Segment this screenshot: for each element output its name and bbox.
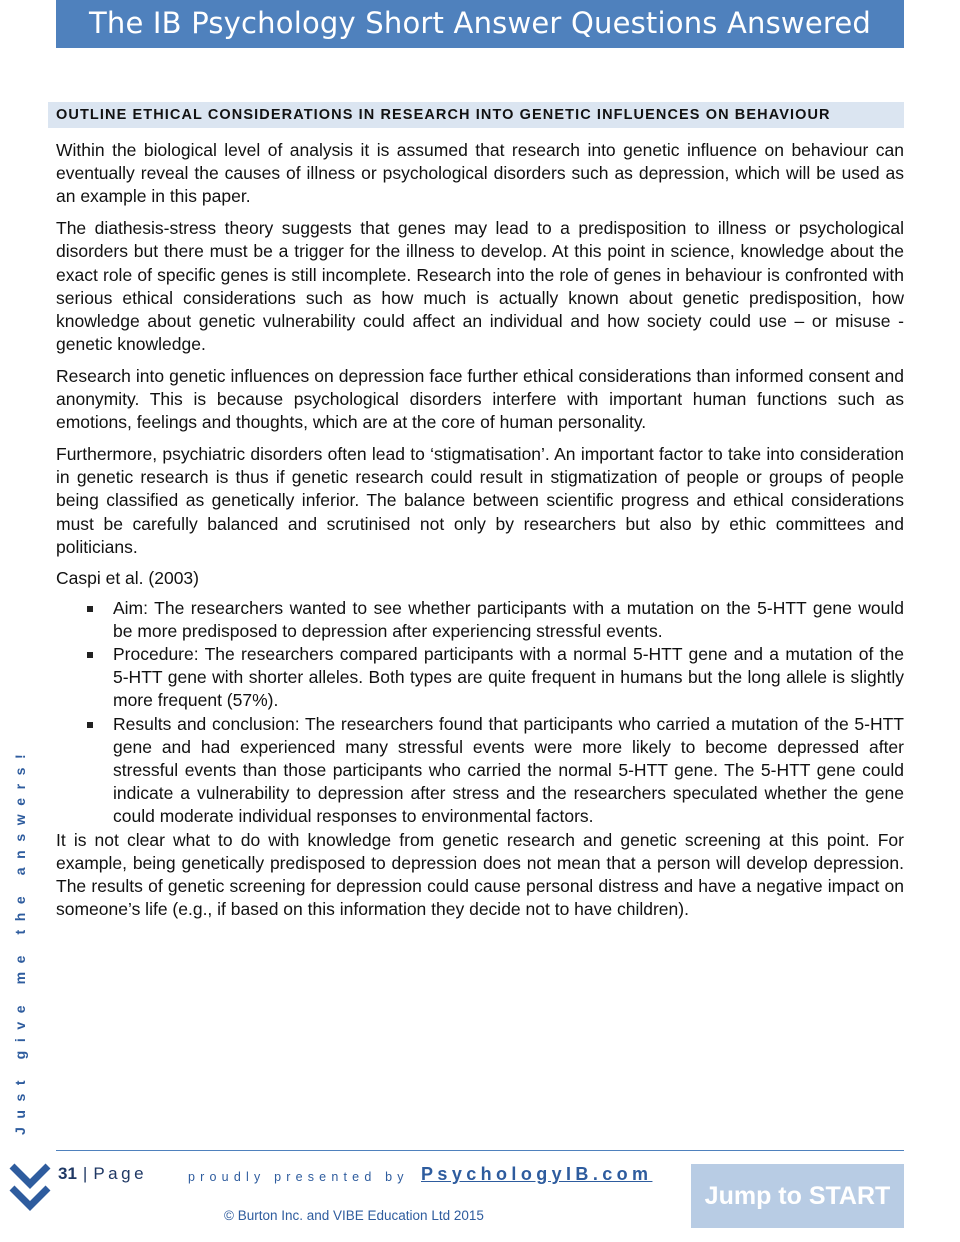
double-chevron-down-icon <box>8 1160 52 1216</box>
section-heading: OUTLINE ETHICAL CONSIDERATIONS IN RESEARCH INTO GENETIC INFLUENCES ON BEHAVIOUR <box>48 102 904 128</box>
list-item <box>56 713 904 829</box>
study-citation: Caspi et al. (2003) <box>56 568 199 589</box>
header-band <box>56 0 904 48</box>
list-item <box>56 643 904 713</box>
page-label: Page <box>93 1164 148 1183</box>
site-link[interactable]: PsychologyIB.com <box>421 1164 653 1184</box>
paragraph: The diathesis-stress theory suggests that genes may lead to a predisposition to illness or psychological disorders but there must be a trigger for the illness to develop. At this point in science, knowledge about the exact role of specific genes is still incomplete. Research into the role of genes in behaviour is confronted with serious ethical considerations such as how much is actually known about genetic predisposition, how knowledge about genetic vulnerability could affect an individual and how society could use – or misuse - genetic knowledge. <box>56 218 904 355</box>
side-tagline: Just give me the answers! <box>12 745 28 1135</box>
bullet-text: Results and conclusion: The researchers found that participants who carried a mutation of the 5-HTT gene and had experienced many stressful events were more likely to become depressed after stressful events than those participants who carried the normal 5-HTT gene. The 5-HTT gene could indicate a vulnerability to depression after stress and the researchers speculated whether the gene could moderate individual responses to environmental factors. <box>113 713 904 827</box>
closing-paragraph: It is not clear what to do with knowledge from genetic research and genetic screening at this point. For example, being genetically predisposed to depression does not mean that a person will develop depression. The results of genetic screening for depression could cause personal distress and have a negative impact on someone’s life (e.g., if based on this information they decide not to have children). <box>56 829 904 920</box>
copyright: © Burton Inc. and VIBE Education Ltd 2015 <box>224 1208 484 1223</box>
page-number <box>58 1164 147 1184</box>
page-separator: | <box>82 1164 88 1183</box>
document-title: The IB Psychology Short Answer Questions Answered <box>88 6 872 40</box>
presented-by: proudly presented by <box>188 1170 409 1184</box>
square-bullet-icon <box>87 652 93 658</box>
square-bullet-icon <box>87 606 93 612</box>
page-number-value: 31 <box>58 1164 77 1183</box>
square-bullet-icon <box>87 722 93 728</box>
bullet-text: Aim: The researchers wanted to see whether participants with a mutation on the 5-HTT gene would be more predisposed to depression after experiencing stressful events. <box>113 597 904 641</box>
bullet-text: Procedure: The researchers compared participants with a normal 5-HTT gene and a mutation of the 5-HTT gene with shorter alleles. Both types are quite frequent in humans but the long allele is slightly more frequent (57%). <box>113 644 904 711</box>
jump-to-start-button[interactable]: Jump to START <box>691 1164 904 1228</box>
study-bullet-list <box>56 597 904 829</box>
list-item <box>56 597 904 643</box>
body-text <box>56 139 904 930</box>
paragraph: Within the biological level of analysis it is assumed that research into genetic influence on behaviour can eventually reveal the causes of illness or psychological disorders such as depression, which will be used as an example in this paper. <box>56 140 904 207</box>
footer-divider <box>56 1150 904 1151</box>
paragraph: Research into genetic influences on depression face further ethical considerations than informed consent and anonymity. This is because psychological disorders interfere with important human functions such as emotions, feelings and thoughts, which are at the core of human personality. <box>56 365 904 433</box>
paragraph: Furthermore, psychiatric disorders often lead to ‘stigmatisation’. An important factor to take into consideration in genetic research is thus if genetic research could result in stigmatization of people or groups of people being classified as genetically inferior. The balance between scientific progress and ethical considerations must be carefully balanced and scrutinised not only by researchers but also by ethic committees and politicians. <box>56 443 904 557</box>
